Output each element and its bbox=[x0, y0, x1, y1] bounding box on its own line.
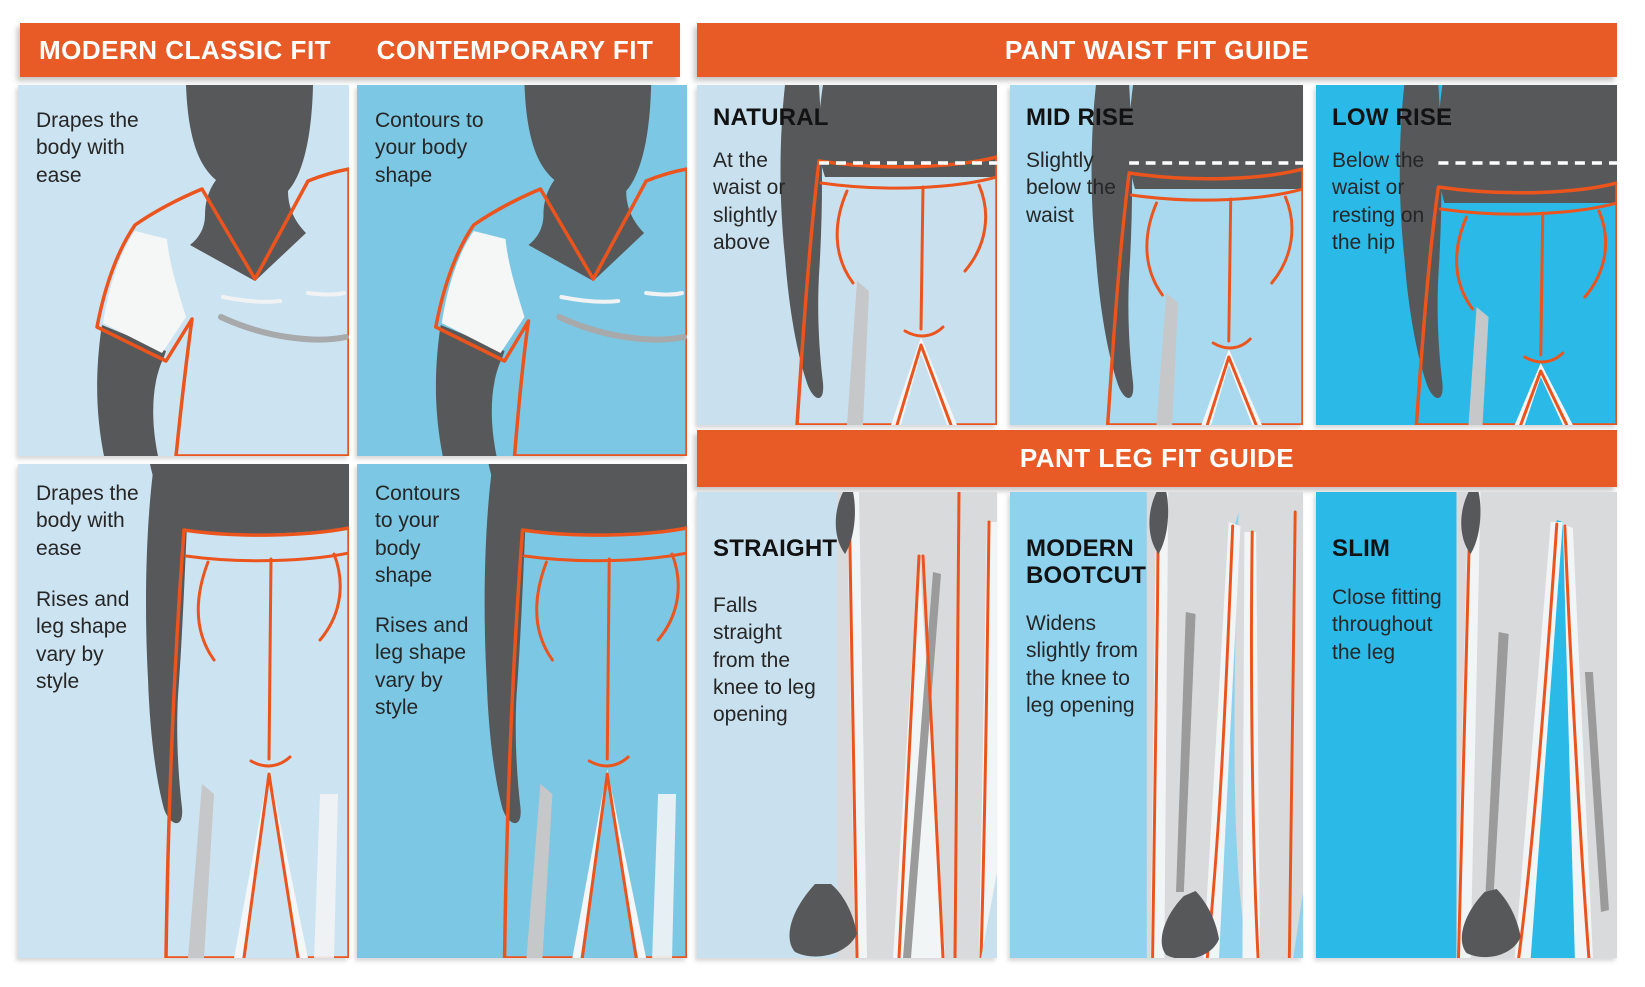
panel-contemporary-top bbox=[357, 85, 687, 456]
pant-waist-fit-guide-title: PANT WAIST FIT GUIDE bbox=[1004, 34, 1310, 65]
contemporary-top-caption: Contours to your body shape bbox=[375, 109, 484, 187]
contemporary-fit-title: CONTEMPORARY FIT bbox=[376, 34, 654, 65]
leg-modern-bootcut-description: Widens slightly from the knee to leg opening bbox=[1026, 612, 1139, 717]
pant-waist-fit-guide-header bbox=[697, 23, 1617, 77]
panel-leg-straight bbox=[697, 492, 997, 958]
pant-leg-fit-guide-header bbox=[697, 430, 1617, 487]
leg-slim-description: Close fitting throughout the leg bbox=[1332, 586, 1442, 664]
modern-classic-top-caption: Drapes the body with ease bbox=[36, 109, 139, 187]
panel-waist-natural bbox=[697, 85, 997, 425]
contemporary-pants-caption-2: Rises and leg shape vary by style bbox=[375, 614, 469, 719]
waist-natural-description: At the waist or slightly above bbox=[713, 149, 786, 254]
panel-leg-modern-bootcut bbox=[1010, 492, 1303, 958]
pant-leg-fit-guide-title: PANT LEG FIT GUIDE bbox=[1019, 443, 1295, 473]
waist-mid-rise-illustration bbox=[1010, 85, 1303, 425]
modern-classic-fit-title: MODERN CLASSIC FIT bbox=[38, 34, 332, 65]
waist-low-rise-label: LOW RISE bbox=[1332, 104, 1453, 131]
panel-contemporary-pants bbox=[357, 464, 687, 958]
panel-modern-classic-top bbox=[18, 85, 349, 456]
panel-modern-classic-pants bbox=[18, 464, 349, 958]
waist-natural-label: NATURAL bbox=[713, 104, 829, 131]
leg-modern-bootcut-label: MODERN BOOTCUT bbox=[1026, 535, 1147, 589]
panel-leg-slim bbox=[1316, 492, 1617, 958]
contemporary-pants-caption-1: Contours to your body shape bbox=[375, 482, 461, 587]
fit-columns-header bbox=[20, 23, 680, 77]
waist-mid-rise-label: MID RISE bbox=[1026, 104, 1135, 131]
waist-mid-rise-description: Slightly below the waist bbox=[1026, 149, 1116, 227]
modern-classic-pants-caption-2: Rises and leg shape vary by style bbox=[36, 588, 130, 693]
leg-slim-label: SLIM bbox=[1332, 535, 1391, 562]
leg-straight-label: STRAIGHT bbox=[713, 535, 838, 562]
modern-classic-pants-caption-1: Drapes the body with ease bbox=[36, 482, 139, 560]
leg-straight-description: Falls straight from the knee to leg opening bbox=[713, 594, 816, 727]
panel-waist-mid-rise bbox=[1010, 85, 1303, 425]
waist-low-rise-description: Below the waist or resting on the hip bbox=[1332, 149, 1425, 254]
panel-waist-low-rise bbox=[1316, 85, 1617, 425]
